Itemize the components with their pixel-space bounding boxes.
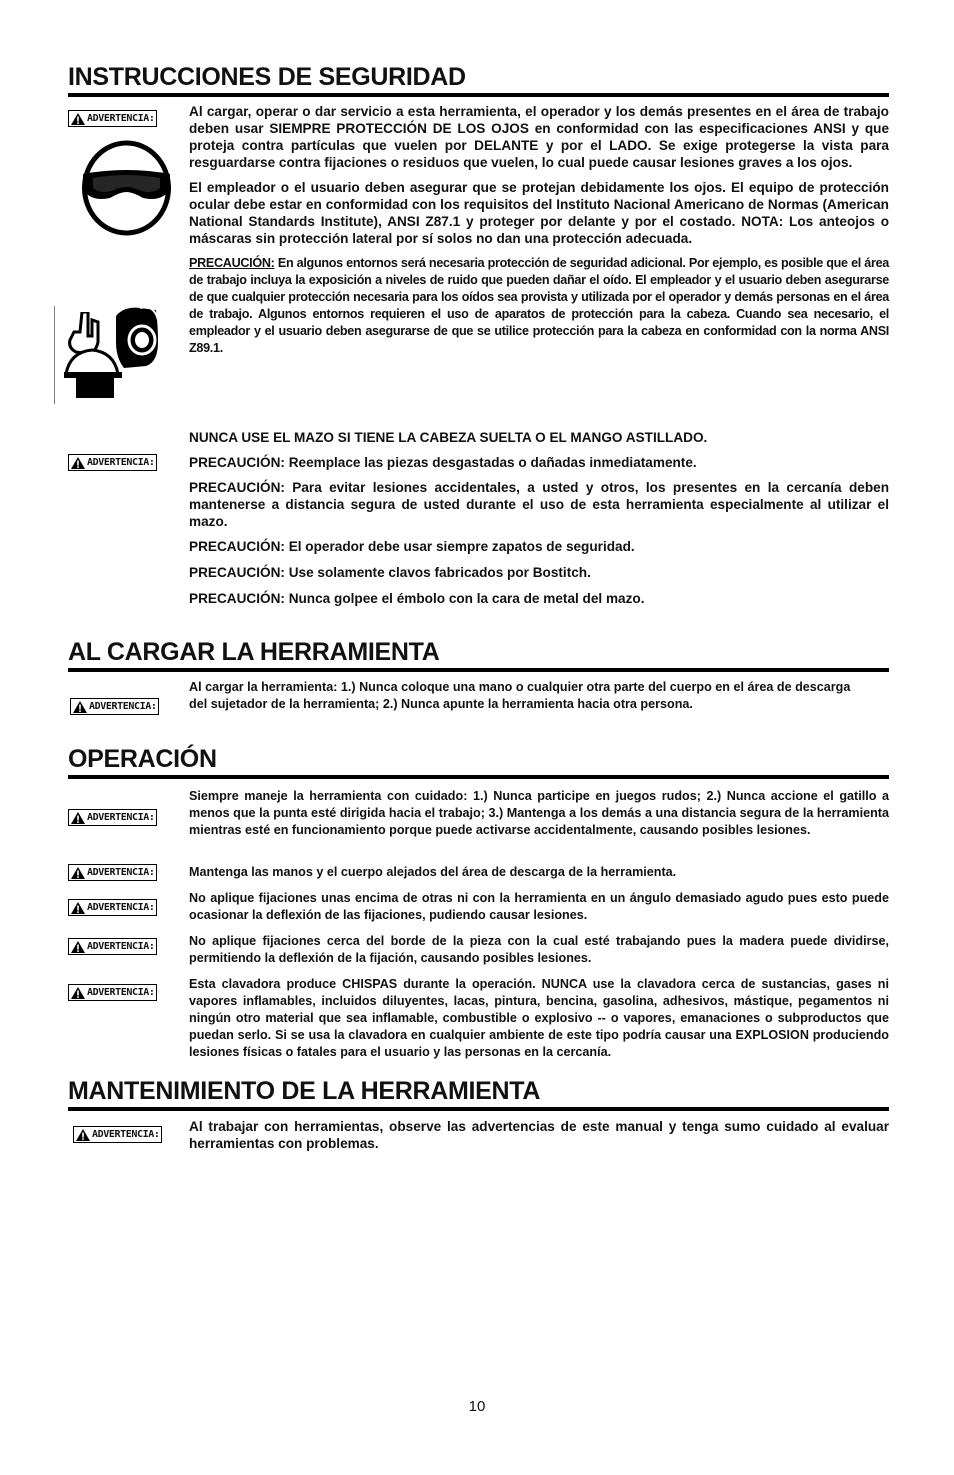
warning-badge-label: ADVERTENCIA:: [87, 867, 155, 878]
warning-triangle-icon: [71, 941, 85, 953]
warning-badge-label: ADVERTENCIA:: [87, 902, 155, 913]
section-title-maintenance: MANTENIMIENTO DE LA HERRAMIENTA: [68, 1077, 889, 1111]
warning-triangle-icon: [71, 812, 85, 824]
operation-paragraph-5: Esta clavadora produce CHISPAS durante la operación. NUNCA use la clavadora cerca de sustancias, gases ni vapores inflamables, incluidos diluyentes, lacas, pintura, bencina, gasolina, adhesivos, mástique, pegamentos ni ningún otro material que sea inflamable, combustible o explosivo -- o vapores, emanaciones o subproductos que puedan serlo. Si se usa la clavadora en cualquier ambiente de este tipo podría causar una EXPLOSION produciendo lesiones físicas o fatales para el usuario y las personas en la cercanía.: [189, 977, 889, 1059]
safety-paragraph-3: [189, 255, 889, 357]
loading-paragraph: Al cargar la herramienta: 1.) Nunca coloque una mano o cualquier otra parte del cuerpo en el área de descarga del sujetador de la herramienta; 2.) Nunca apunte la herramienta hacia otra persona.: [189, 680, 851, 711]
warning-badge: [68, 809, 157, 826]
warning-badge: [70, 698, 159, 715]
operation-paragraph-4: No aplique fijaciones cerca del borde de la pieza con la cual esté trabajando pues la madera puede dividirse, permitiendo la deflexión de la fijación, causando posibles lesiones.: [189, 934, 889, 965]
maintenance-paragraph: Al trabajar con herramientas, observe las advertencias de este manual y tenga sumo cuidado al evaluar herramientas con problemas.: [189, 1119, 889, 1151]
operation-paragraph-1: Siempre maneje la herramienta con cuidado: 1.) Nunca participe en juegos rudos; 2.) Nunca accione el gatillo a menos que la punta esté dirigida hacia el trabajo; 3.) Mantenga a los demás a una distancia segura de la herramienta mientras esté en funcionamiento porque puede activarse accidentalmente, causando posibles lesiones.: [189, 789, 889, 837]
hard-hat-icon: [62, 312, 132, 400]
warning-badge: [68, 110, 157, 127]
warning-badge-label: ADVERTENCIA:: [89, 701, 157, 712]
section-title-safety: INSTRUCCIONES DE SEGURIDAD: [68, 63, 889, 97]
operation-paragraph-2: Mantenga las manos y el cuerpo alejados del área de descarga de la herramienta.: [189, 865, 677, 879]
warning-badge: [73, 1126, 162, 1143]
warning-triangle-icon: [71, 902, 85, 914]
warning-mallet: NUNCA USE EL MAZO SI TIENE LA CABEZA SUELTA O EL MANGO ASTILLADO.: [189, 430, 708, 445]
operation-block-3: [189, 890, 889, 924]
caution-shoes: PRECAUCIÓN: El operador debe usar siempre zapatos de seguridad.: [189, 539, 635, 554]
warning-triangle-icon: [71, 457, 85, 469]
warning-triangle-icon: [71, 987, 85, 999]
warning-triangle-icon: [73, 701, 87, 713]
warning-badge: [68, 899, 157, 916]
caution-nails: PRECAUCIÓN: Use solamente clavos fabricados por Bostitch.: [189, 565, 591, 580]
safety-block-1: [189, 103, 889, 357]
caution-plunger: PRECAUCIÓN: Nunca golpee el émbolo con la cara de metal del mazo.: [189, 591, 645, 606]
maintenance-block: [189, 1118, 889, 1152]
safety-paragraph-1: Al cargar, operar o dar servicio a esta herramienta, el operador y los demás presentes en el área de trabajo deben usar SIEMPRE PROTECCIÓN DE LOS OJOS en conformidad con las especificaciones ANSI y que proteja contra partículas que vuelen por DELANTE y por el LADO. Se exige protegerse la vista para resguardarse contra fijaciones o residuos que vuelen, lo cual puede causar lesiones graves a los ojos.: [189, 104, 889, 170]
operation-block-2: [189, 864, 889, 881]
warning-badge: [68, 938, 157, 955]
warning-triangle-icon: [71, 113, 85, 125]
operation-paragraph-3: No aplique fijaciones unas encima de otras ni con la herramienta en un ángulo demasiado agudo pues esto puede ocasionar la deflexión de las fijaciones, pudiendo causar lesiones.: [189, 891, 889, 922]
section-title-loading: AL CARGAR LA HERRAMIENTA: [68, 638, 889, 672]
warning-badge-label: ADVERTENCIA:: [87, 113, 155, 124]
page-number: 10: [468, 1398, 486, 1415]
caution-text: En algunos entornos será necesaria protección de seguridad adicional. Por ejemplo, es posible que el área de trabajo incluya la exposición a niveles de ruido que pueden dañar el oído. El empleador y el usuario deben asegurarse de que cualquier protección necesaria para los oídos sea provista y utilizada por el operador y demás personas en el área de trabajo. Algunos entornos requieren el uso de aparatos de protección para la cabeza. Cuando sea necesario, el empleador y el usuario deben asegurarse de que se utilice protección para la cabeza en conformidad con la norma ANSI Z89.1.: [189, 256, 889, 355]
warning-triangle-icon: [76, 1129, 90, 1141]
operation-block-1: [189, 788, 889, 839]
operation-block-4: [189, 933, 889, 967]
warning-triangle-icon: [71, 867, 85, 879]
warning-badge: [68, 454, 157, 471]
warning-badge-label: ADVERTENCIA:: [87, 987, 155, 998]
loading-block: [189, 679, 869, 713]
warning-badge-label: ADVERTENCIA:: [87, 812, 155, 823]
section-title-operation: OPERACIÓN: [68, 745, 889, 779]
operation-block-5: [189, 976, 889, 1061]
warning-badge-label: ADVERTENCIA:: [87, 941, 155, 952]
warning-badge: [68, 984, 157, 1001]
caution-replace-parts: PRECAUCIÓN: Reemplace las piezas desgastadas o dañadas inmediatamente.: [189, 455, 697, 470]
safety-goggles-icon: [81, 140, 172, 236]
safety-paragraph-2: El empleador o el usuario deben asegurar que se protejan debidamente los ojos. El equipo de protección ocular debe estar en conformidad con los requisitos del Instituto Nacional Americano de Normas (American National Standards Institute), ANSI Z87.1 y proteger por delante y por el costado. NOTA: Los anteojos o máscaras sin protección lateral por sí solos no dan una protección adecuada.: [189, 180, 889, 246]
warning-badge-label: ADVERTENCIA:: [87, 457, 155, 468]
warning-badge-label: ADVERTENCIA:: [92, 1129, 160, 1140]
warning-badge: [68, 864, 157, 881]
caution-distance: PRECAUCIÓN: Para evitar lesiones accidentales, a usted y otros, los presentes en la cercanía deben mantenerse a distancia segura de usted durante el uso de esta herramienta especialmente al utilizar el mazo.: [189, 480, 889, 529]
caution-label: PRECAUCIÓN:: [189, 256, 275, 270]
safety-block-2: [189, 429, 889, 607]
